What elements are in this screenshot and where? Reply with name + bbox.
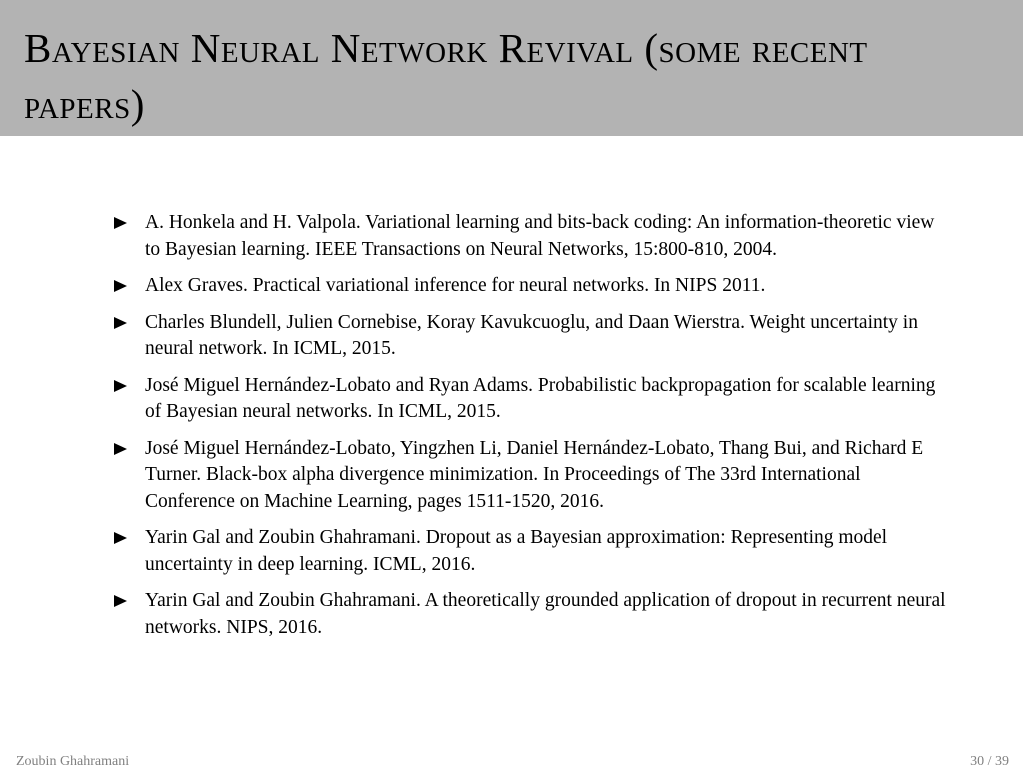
triangle-bullet-icon — [114, 532, 127, 544]
reference-text: A. Honkela and H. Valpola. Variational learning and bits-back coding: An information-theoretic view to Bayesian learning. IEEE Transactions on Neural Networks, 15:800-810, 2004. — [145, 212, 935, 260]
triangle-bullet-icon — [114, 317, 127, 329]
reference-text: Alex Graves. Practical variational inference for neural networks. In NIPS 2011. — [145, 275, 766, 296]
reference-item — [112, 588, 952, 641]
reference-item — [112, 373, 952, 426]
title-bar — [0, 0, 1023, 136]
triangle-bullet-icon — [114, 595, 127, 607]
triangle-bullet-icon — [114, 217, 127, 229]
reference-list — [112, 210, 952, 651]
reference-text: Yarin Gal and Zoubin Ghahramani. Dropout as a Bayesian approximation: Representing model uncertainty in deep learning. ICML, 2016. — [145, 527, 888, 575]
footer-page-number: 30 / 39 — [970, 754, 1009, 769]
footer-author: Zoubin Ghahramani — [16, 754, 130, 769]
reference-item — [112, 210, 952, 263]
reference-item — [112, 525, 952, 578]
reference-text: José Miguel Hernández-Lobato and Ryan Adams. Probabilistic backpropagation for scalable learning of Bayesian neural networks. In ICML, 2015. — [145, 374, 936, 422]
triangle-bullet-icon — [114, 443, 127, 455]
reference-item — [112, 436, 952, 516]
triangle-bullet-icon — [114, 280, 127, 292]
slide-title: Bayesian Neural Network Revival (some recent papers) — [24, 25, 868, 127]
reference-text: José Miguel Hernández-Lobato, Yingzhen Li, Daniel Hernández-Lobato, Thang Bui, and Richard E Turner. Black-box alpha divergence minimization. In Proceedings of The 33rd International Conference on Machine Learning, pages 1511-1520, 2016. — [145, 437, 924, 512]
triangle-bullet-icon — [114, 380, 127, 392]
reference-item — [112, 310, 952, 363]
reference-text: Yarin Gal and Zoubin Ghahramani. A theoretically grounded application of dropout in recurrent neural networks. NIPS, 2016. — [145, 590, 946, 638]
reference-text: Charles Blundell, Julien Cornebise, Koray Kavukcuoglu, and Daan Wierstra. Weight uncertainty in neural network. In ICML, 2015. — [145, 311, 918, 359]
reference-item — [112, 273, 952, 300]
